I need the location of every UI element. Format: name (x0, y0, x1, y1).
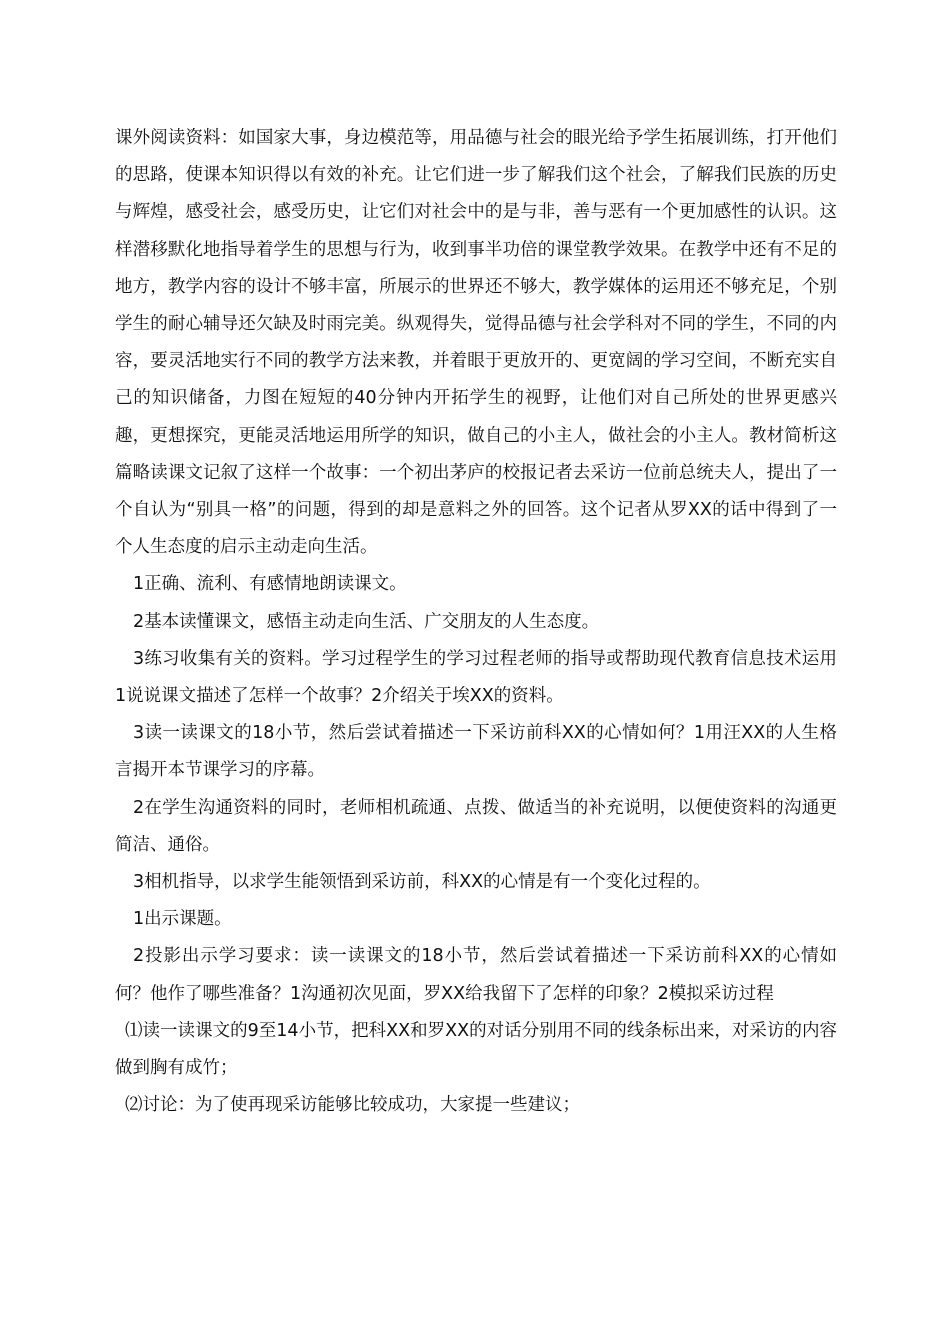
paragraph-intro: 课外阅读资料：如国家大事，身边模范等，用品德与社会的眼光给予学生拓展训练，打开他们的思路，使课本知识得以有效的补充。让它们进一步了解我们这个社会，了解我们民族的历史与辉煌，感受社会，感受历史，让它们对社会中的是与非，善与恶有一个更加感性的认识。这样潜移默化地指导着学生的思想与行为，收到事半功倍的课堂教学效果。在教学中还有不足的地方，教学内容的设计不够丰富，所展示的世界还不够大，教学媒体的运用还不够充足，个别学生的耐心辅导还欠缺及时雨完美。纵观得失，觉得品德与社会学科对不同的学生，不同的内容，要灵活地实行不同的教学方法来教，并着眼于更放开的、更宽阔的学习空间，不断充实自己的知识储备，力图在短短的40分钟内开拓学生的视野，让他们对自己所处的世界更感兴趣，更想探究，更能灵活地运用所学的知识，做自己的小主人，做社会的小主人。教材简析这篇略读课文记叙了这样一个故事：一个初出茅庐的校报记者去采访一位前总统夫人，提出了一个自认为“别具一格”的问题，得到的却是意料之外的回答。这个记者从罗XX的话中得到了一个人生态度的启示主动走向生活。 (115, 128, 837, 558)
paragraph-goal-1: 1正确、流利、有感情地朗读课文。 (133, 574, 407, 595)
paragraph-show-title: 1出示课题。 (133, 909, 232, 930)
paragraph-guidance: 3相机指导，以求学生能领悟到采访前，科XX的心情是有一个变化过程的。 (133, 872, 711, 893)
paragraph-goal-2: 2基本读懂课文，感悟主动走向生活、广交朋友的人生态度。 (133, 611, 600, 632)
paragraph-goal-3: 3练习收集有关的资料。学习过程学生的学习过程老师的指导或帮助现代教育信息技术运用1说说课文描述了怎样一个故事？2介绍关于埃XX的资料。 (115, 648, 837, 707)
paragraph-step-2: 2在学生沟通资料的同时，老师相机疏通、点拨、做适当的补充说明，以便使资料的沟通更简洁、通俗。 (115, 797, 837, 855)
paragraph-step-3: 3读一读课文的18小节，然后尝试着描述一下采访前科XX的心情如何？1用汪XX的人生格言揭开本节课学习的序幕。 (115, 723, 837, 781)
document-body (115, 120, 837, 1124)
paragraph-substep-1: ⑴读一读课文的9至14小节，把科XX和罗XX的对话分别用不同的线条标出来，对采访的内容做到胸有成竹； (115, 1020, 837, 1079)
paragraph-substep-2: ⑵讨论：为了使再现采访能够比较成功，大家提一些建议； (125, 1095, 580, 1116)
paragraph-requirements: 2投影出示学习要求：读一读课文的18小节，然后尝试着描述一下采访前科XX的心情如何？他作了哪些准备？1沟通初次见面，罗XX给我留下了怎样的印象？2模拟采访过程 (115, 946, 837, 1004)
